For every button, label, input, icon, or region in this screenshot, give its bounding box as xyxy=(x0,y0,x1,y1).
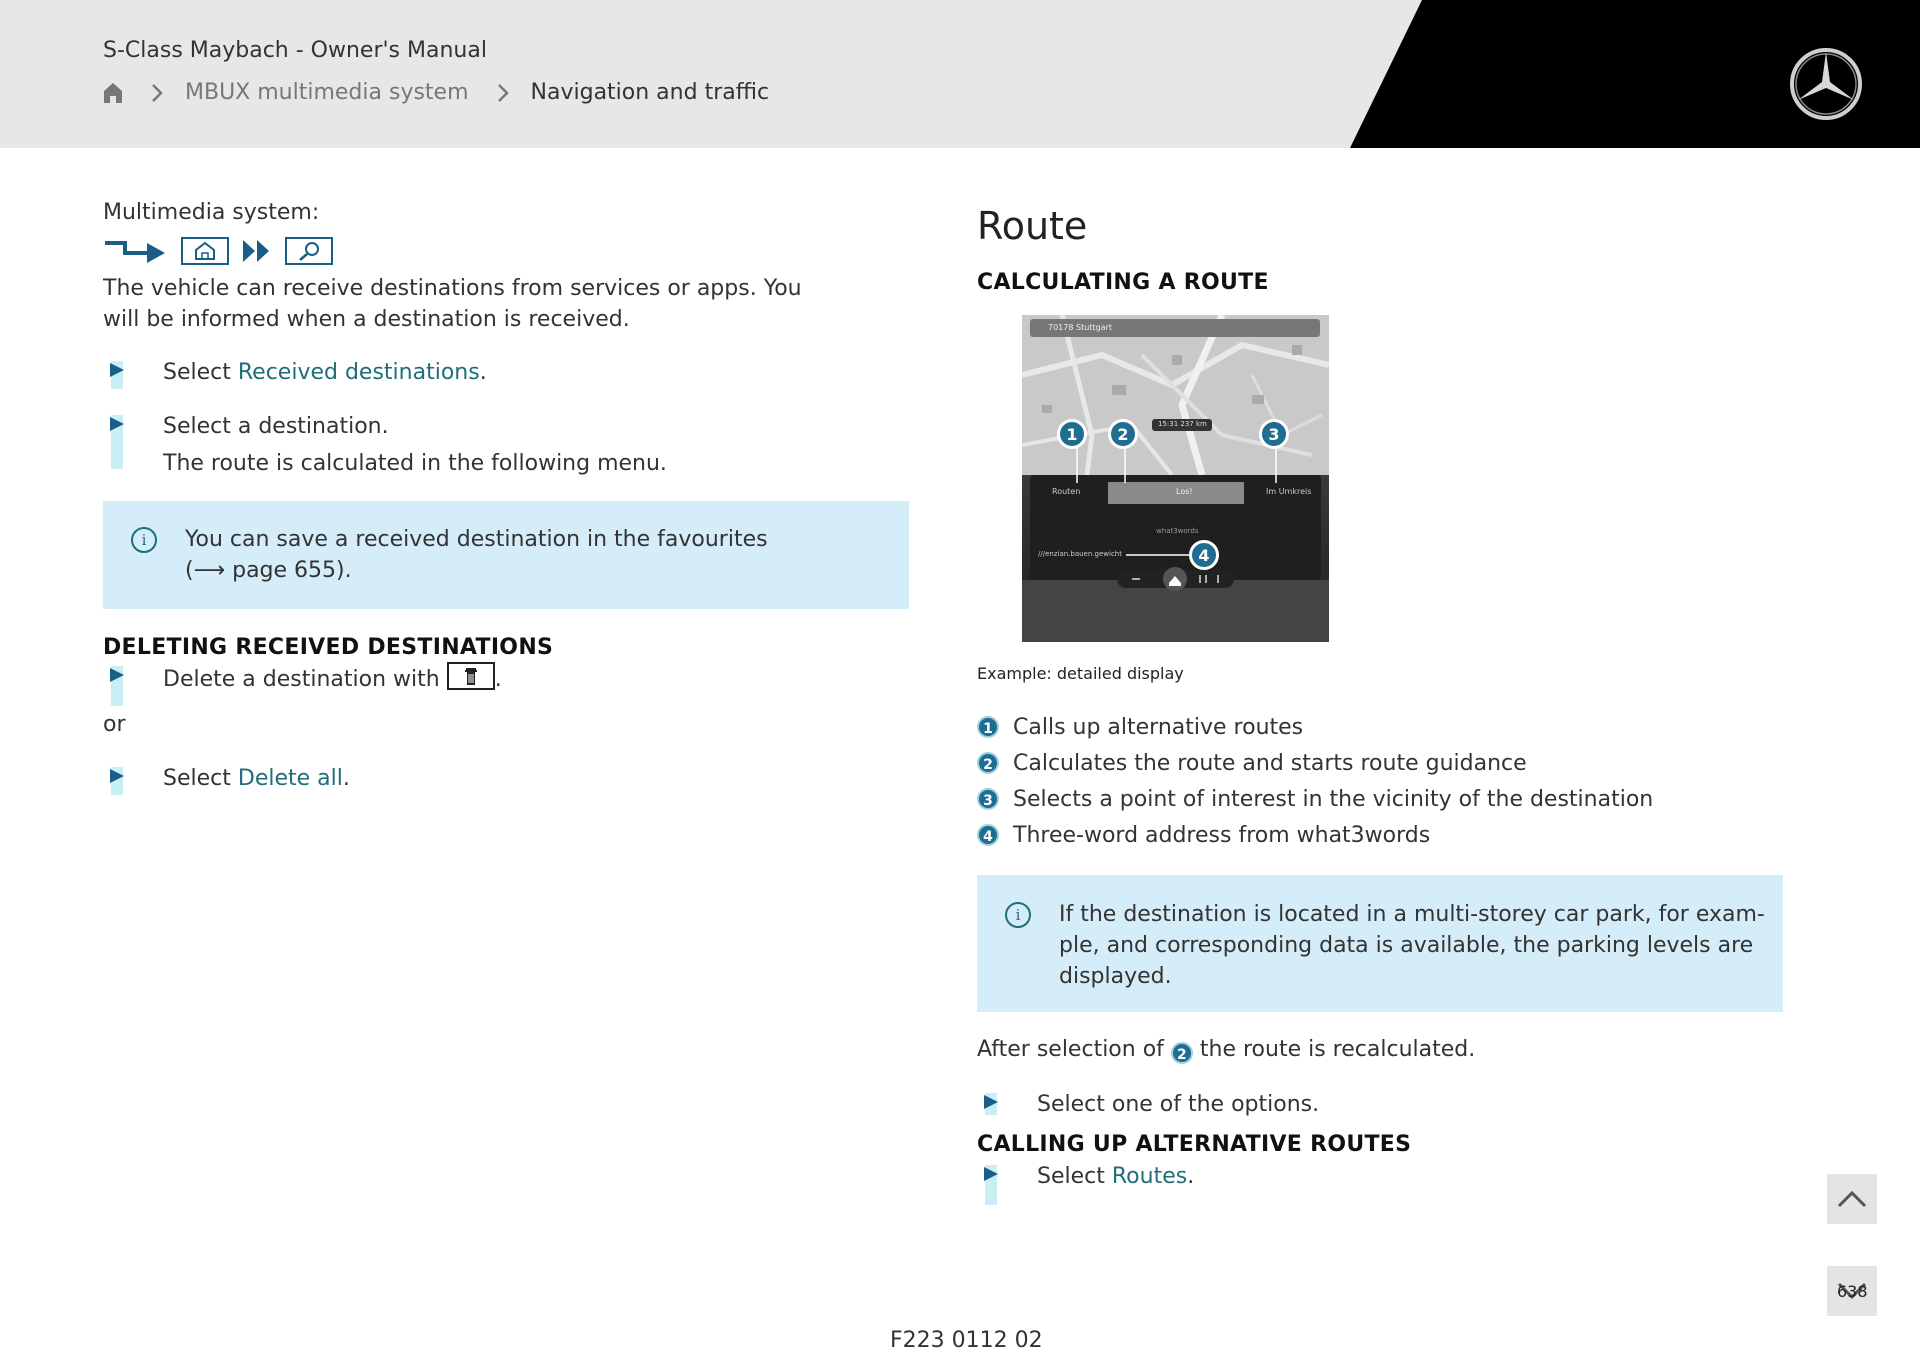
legend-text: Selects a point of interest in the vicinity of the destination xyxy=(1013,786,1654,812)
search-button-icon xyxy=(285,237,333,265)
step-text: . xyxy=(1187,1164,1195,1189)
step-text: . xyxy=(479,360,487,385)
received-destinations-link[interactable]: Received destinations xyxy=(237,360,480,385)
right-column xyxy=(977,200,1783,1192)
legend-number: 1 xyxy=(977,716,999,738)
breadcrumb-current: Navigation and traffic xyxy=(530,80,770,105)
legend-text: Three-word address from what3words xyxy=(1013,822,1431,848)
legend-text: Calculates the route and starts route guidance xyxy=(1013,750,1527,776)
step-text: Delete a destination with xyxy=(163,667,447,692)
document-title: S-Class Maybach - Owner's Manual xyxy=(103,38,487,63)
info-icon: i xyxy=(1005,902,1031,928)
screen-w3w-label: what3words xyxy=(1156,527,1199,535)
info-note-favourites xyxy=(103,501,909,609)
brand-star-logo-icon[interactable] xyxy=(1788,46,1864,122)
text-fragment: the route is recalculated. xyxy=(1192,1037,1476,1062)
note-text: You can save a received destination in the favourites xyxy=(185,527,768,552)
legend-item xyxy=(977,817,1783,853)
screen-search-bar xyxy=(1030,319,1320,337)
step-arrow-icon xyxy=(110,668,124,682)
breadcrumb xyxy=(103,80,769,105)
legend-number: 4 xyxy=(977,824,999,846)
note-text: (⟶ page 655). xyxy=(185,558,352,583)
step-select-options xyxy=(977,1089,1783,1120)
step-text: Select a destination. xyxy=(163,414,389,439)
legend-text: Calls up alternative routes xyxy=(1013,714,1304,740)
step-text: Select xyxy=(163,766,238,791)
legend-item xyxy=(977,709,1783,745)
info-note-parking xyxy=(977,875,1783,1012)
callout-2: 2 xyxy=(1108,419,1138,449)
legend-list xyxy=(977,709,1783,853)
legend-number: 3 xyxy=(977,788,999,810)
recalculated-text xyxy=(977,1034,1783,1065)
step-text: Select xyxy=(163,360,238,385)
scroll-up-button[interactable] xyxy=(1827,1174,1877,1224)
or-text: or xyxy=(103,712,126,737)
step-select-destination xyxy=(103,411,908,479)
routes-link[interactable]: Routes xyxy=(1111,1164,1188,1189)
screen-go-button: Los! xyxy=(1176,487,1193,496)
path-arrow-icon xyxy=(103,237,169,265)
callout-4: 4 xyxy=(1189,540,1219,570)
step-text: . xyxy=(342,766,350,791)
step-select-routes xyxy=(977,1161,1783,1192)
screen-search-text: 70178 Stuttgart xyxy=(1048,323,1112,332)
double-chevron-icon xyxy=(241,238,273,264)
home-button-icon xyxy=(181,237,229,265)
map-background xyxy=(1022,315,1329,642)
step-delete-all xyxy=(103,763,908,794)
home-icon[interactable] xyxy=(103,82,123,104)
step-text: Select one of the options. xyxy=(1037,1092,1320,1117)
footer-code: F223 0112 02 xyxy=(890,1328,1043,1353)
route-title: Route xyxy=(977,204,1088,248)
callout-1: 1 xyxy=(1057,419,1087,449)
inline-number: 2 xyxy=(1171,1042,1193,1064)
legend-item xyxy=(977,781,1783,817)
callout-3: 3 xyxy=(1259,419,1289,449)
calculating-heading: CALCULATING A ROUTE xyxy=(977,270,1269,295)
page-header xyxy=(0,0,1920,148)
screen-w3w-address: ///enzian.bauen.gewicht xyxy=(1038,550,1122,558)
info-icon: i xyxy=(131,527,157,553)
screen-routes-button: Routen xyxy=(1052,487,1081,496)
step-text: . xyxy=(494,667,502,692)
menu-path-icons xyxy=(103,233,908,269)
note-text: If the destination is located in a multi-storey car park, for exam- xyxy=(1059,902,1765,927)
system-label: Multimedia system: xyxy=(103,200,320,225)
image-caption: Example: detailed display xyxy=(977,664,1184,683)
note-text: displayed. xyxy=(1059,964,1172,989)
note-text: ple, and corresponding data is available, the parking levels are xyxy=(1059,933,1754,958)
scroll-down-button[interactable] xyxy=(1827,1266,1877,1316)
legend-number: 2 xyxy=(977,752,999,774)
step-arrow-icon xyxy=(110,417,124,431)
step-arrow-icon xyxy=(110,769,124,783)
step-result: The route is calculated in the following menu. xyxy=(163,451,667,476)
delete-all-link[interactable]: Delete all xyxy=(237,766,343,791)
navigation-screen-image xyxy=(1022,315,1329,642)
trash-button-icon xyxy=(447,662,495,690)
chevron-right-icon xyxy=(497,83,509,103)
page-number: 638 xyxy=(1837,1282,1868,1301)
step-arrow-icon xyxy=(984,1167,998,1181)
screen-nearby-button: Im Umkreis xyxy=(1266,487,1312,496)
deleting-heading: DELETING RECEIVED DESTINATIONS xyxy=(103,635,554,660)
chevron-up-icon xyxy=(1827,1174,1877,1224)
step-arrow-icon xyxy=(984,1095,998,1109)
step-received-destinations xyxy=(103,357,908,388)
screen-eta: 15:31 237 km xyxy=(1158,420,1207,428)
step-arrow-icon xyxy=(110,363,124,377)
intro-text: The vehicle can receive destinations from services or apps. You will be informed when a destination is received. xyxy=(103,276,802,332)
alternative-routes-heading: CALLING UP ALTERNATIVE ROUTES xyxy=(977,1132,1412,1157)
left-column xyxy=(103,200,908,794)
step-delete-destination xyxy=(103,662,908,695)
text-fragment: After selection of xyxy=(977,1037,1171,1062)
chevron-right-icon xyxy=(151,83,163,103)
step-text: Select xyxy=(1037,1164,1112,1189)
breadcrumb-link-mbux[interactable]: MBUX multimedia system xyxy=(185,80,469,105)
legend-item xyxy=(977,745,1783,781)
